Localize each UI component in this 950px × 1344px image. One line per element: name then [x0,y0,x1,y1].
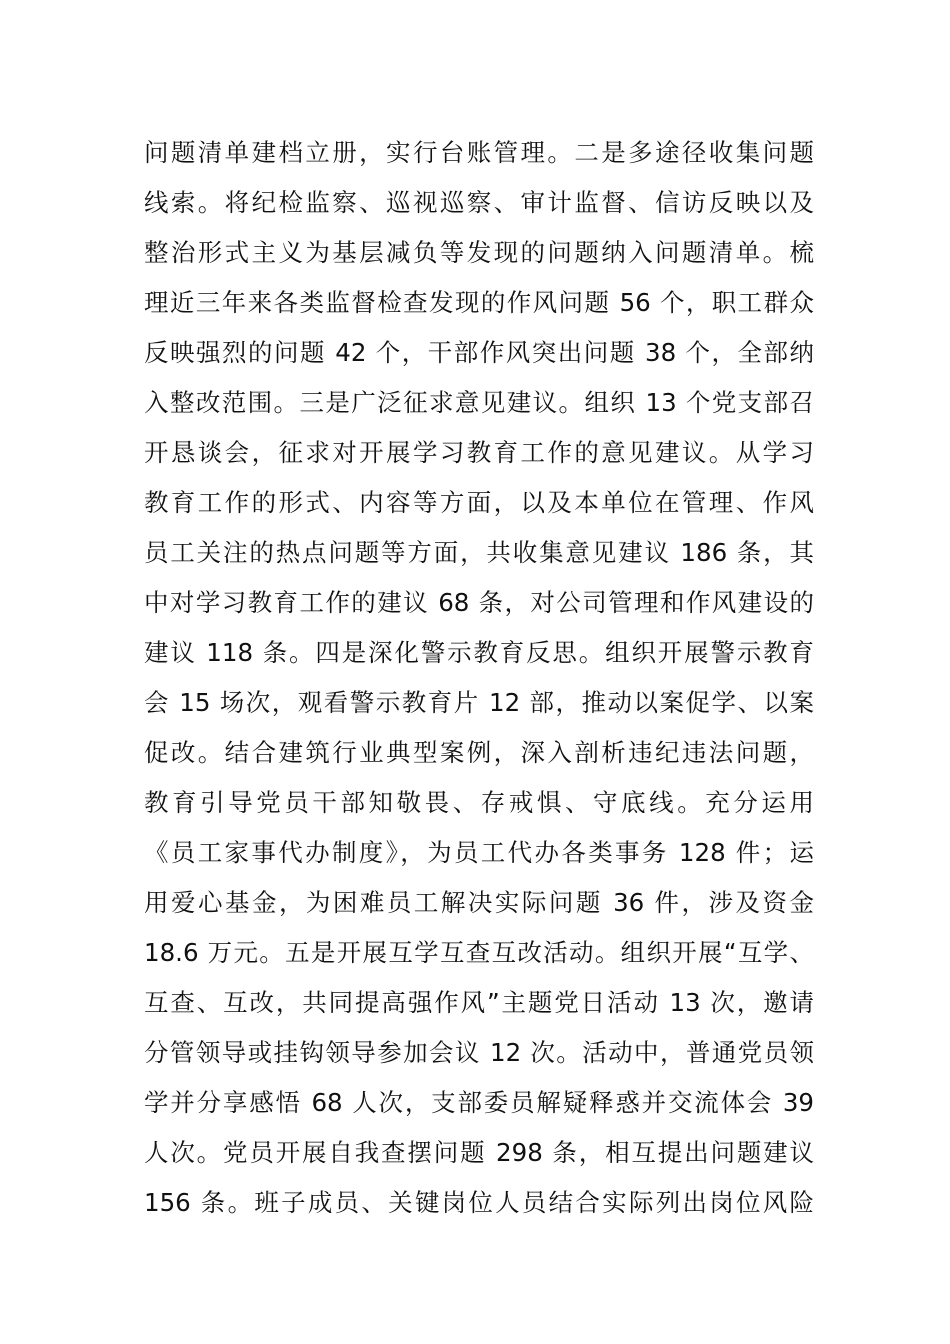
body-text [144,128,814,1228]
text-line: 员工关注的热点问题等方面，共收集意见建议 186 条，其 [144,538,814,567]
text-line: 整治形式主义为基层减负等发现的问题纳入问题清单。梳 [144,238,814,267]
text-line: 中对学习教育工作的建议 68 条，对公司管理和作风建设的 [144,588,814,617]
text-line: 《员工家事代办制度》，为员工代办各类事务 128 件；运 [144,838,814,867]
text-line: 反映强烈的问题 42 个，干部作风突出问题 38 个，全部纳 [144,338,814,367]
text-line: 教育引导党员干部知敬畏、存戒惧、守底线。充分运用 [144,788,814,817]
text-line: 问题清单建档立册，实行台账管理。二是多途径收集问题 [144,138,814,167]
text-line: 建议 118 条。四是深化警示教育反思。组织开展警示教育 [144,638,814,667]
text-line: 156 条。班子成员、关键岗位人员结合实际列出岗位风险 [144,1188,814,1217]
text-line: 18.6 万元。五是开展互学互查互改活动。组织开展“互学、 [144,938,814,967]
text-line: 互查、互改，共同提高强作风”主题党日活动 13 次，邀请 [144,988,814,1017]
text-line: 用爱心基金，为困难员工解决实际问题 36 件，涉及资金 [144,888,814,917]
text-line: 分管领导或挂钩领导参加会议 12 次。活动中，普通党员领 [144,1038,814,1067]
text-line: 人次。党员开展自我查摆问题 298 条，相互提出问题建议 [144,1138,814,1167]
text-line: 入整改范围。三是广泛征求意见建议。组织 13 个党支部召 [144,388,814,417]
text-line: 开恳谈会，征求对开展学习教育工作的意见建议。从学习 [144,438,814,467]
text-line: 线索。将纪检监察、巡视巡察、审计监督、信访反映以及 [144,188,814,217]
text-line: 教育工作的形式、内容等方面，以及本单位在管理、作风 [144,488,814,517]
text-line: 会 15 场次，观看警示教育片 12 部，推动以案促学、以案 [144,688,814,717]
text-line: 理近三年来各类监督检查发现的作风问题 56 个，职工群众 [144,288,814,317]
text-line: 学并分享感悟 68 人次，支部委员解疑释惑并交流体会 39 [144,1088,814,1117]
text-line: 促改。结合建筑行业典型案例，深入剖析违纪违法问题， [144,738,814,767]
